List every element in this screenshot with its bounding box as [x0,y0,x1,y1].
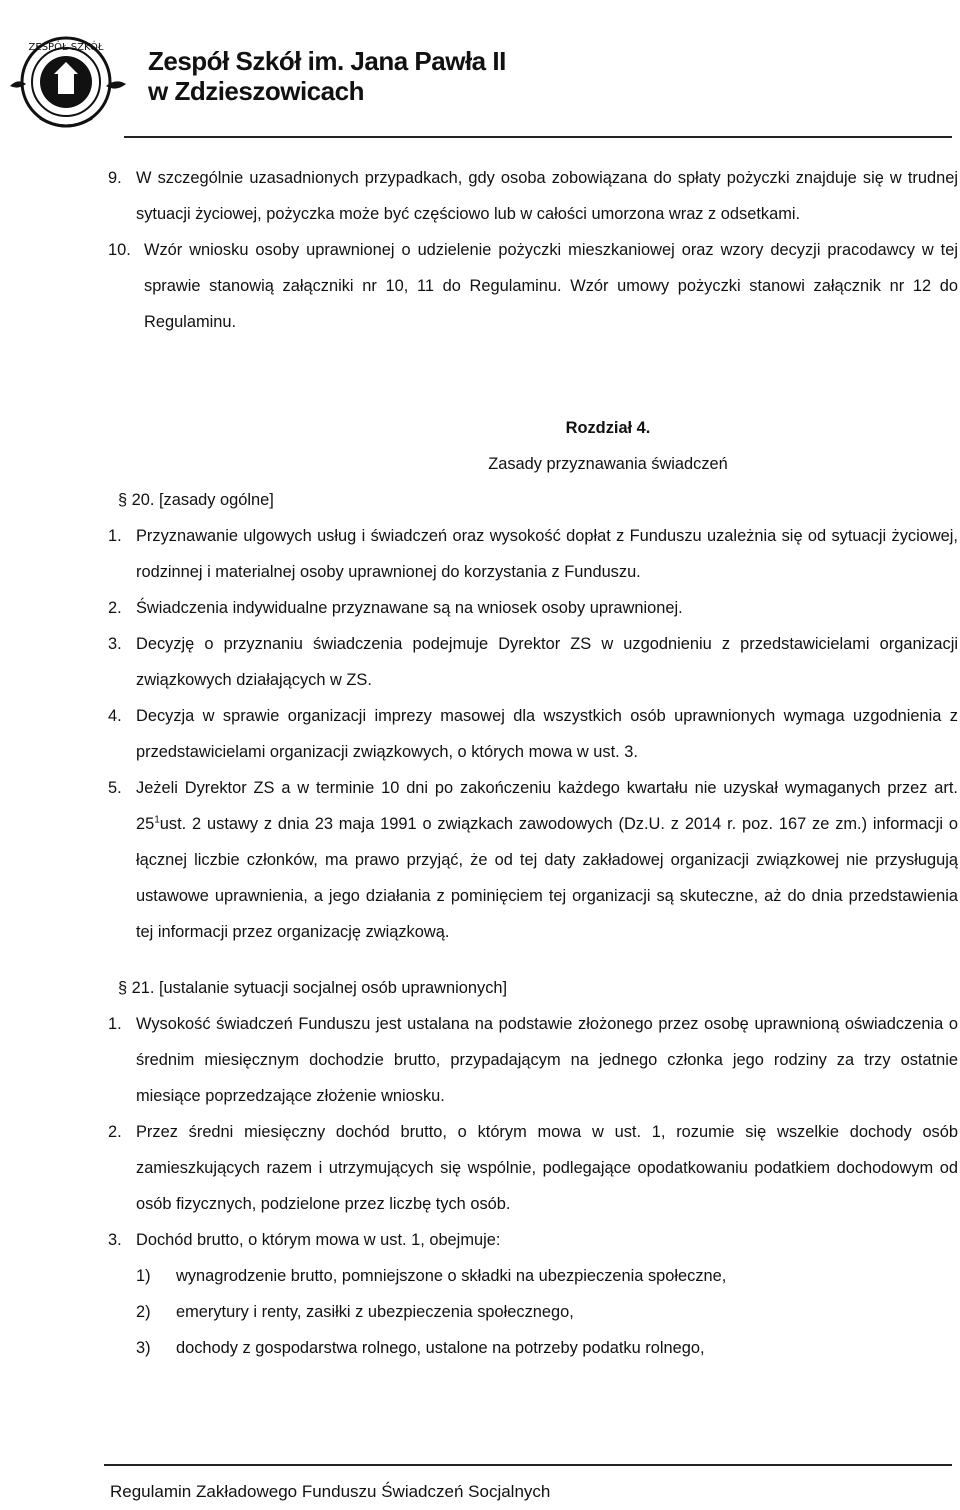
school-logo [4,26,136,136]
page-footer: Regulamin Zakładowego Funduszu Świadczeń Socjalnych [110,1482,551,1501]
header-divider [124,136,952,138]
sub-item-text: wynagrodzenie brutto, pomniejszone o składki na ubezpieczenia społeczne, [176,1267,727,1285]
item-number: 9. [108,169,122,187]
list-item [108,698,958,770]
list-item [108,590,958,626]
sub-list-item [136,1330,958,1366]
school-name [148,46,506,106]
item-number: 1. [108,527,122,545]
item-text: Świadczenia indywidualne przyznawane są na wniosek osoby uprawnionej. [136,599,683,617]
item-number: 10. [108,241,131,259]
school-name-line-2: w Zdzieszowicach [148,76,364,106]
chapter-subtitle: Zasady przyznawania świadczeń [488,455,728,473]
sub-list-item [136,1258,958,1294]
item-text: Wzór wniosku osoby uprawnionej o udzielenie pożyczki mieszkaniowej oraz wzory decyzji pracodawcy w tej sprawie stanowią załączniki nr 10, 11 do Regulaminu. Wzór umowy pożyczki stanowi załącznik nr 12 do Regulaminu. [144,241,958,331]
item-text-part-b: ust. 2 ustawy z dnia 23 maja 1991 o związkach zawodowych (Dz.U. z 2014 r. poz. 167 ze zm.) informacji o łącznej liczbie członków, ma prawo przyjąć, że od tej daty zakładowej organizacji związkowej nie przysługują ustawowe uprawnienia, a jego działania z pominięciem tej organizacji są skuteczne, aż do dnia przedstawienia tej informacji przez organizację związkową. [136,815,958,941]
list-item [108,232,958,340]
sub-item-number: 2) [136,1303,151,1321]
item-text: Przyznawanie ulgowych usług i świadczeń oraz wysokość dopłat z Funduszu uzależnia się od sytuacji życiowej, rodzinnej i materialnej osoby uprawnionej do korzystania z Funduszu. [136,527,958,581]
svg-text:ZESPÓŁ SZKÓŁ: ZESPÓŁ SZKÓŁ [28,42,104,53]
list-item [108,626,958,698]
section-heading-20: § 20. [zasady ogólne] [118,491,274,509]
sub-item-text: emerytury i renty, zasiłki z ubezpieczenia społecznego, [176,1303,574,1321]
spacer [108,340,958,410]
list-item [108,770,958,950]
item-number: 2. [108,1123,122,1141]
list-item [108,160,958,232]
sub-item-number: 1) [136,1267,151,1285]
item-text: Dochód brutto, o którym mowa w ust. 1, obejmuje: [136,1231,501,1249]
item-text-part-a: Jeżeli Dyrektor ZS a w terminie 10 dni po zakończeniu każdego kwartału nie uzyskał wymaganych przez art. 25 [136,779,958,833]
item-text: Wysokość świadczeń Funduszu jest ustalana na podstawie złożonego przez osobę uprawnioną oświadczenia o średnim miesięcznym dochodzie brutto, przypadającym na jednego członka jego rodziny za trzy ostatnie miesiące poprzedzające złożenie wniosku. [136,1015,958,1105]
sub-item-number: 3) [136,1339,151,1357]
footer-divider [104,1464,952,1466]
item-text: Decyzję o przyznaniu świadczenia podejmuje Dyrektor ZS w uzgodnieniu z przedstawicielami organizacji związkowych działających w ZS. [136,635,958,689]
item-number: 4. [108,707,122,725]
page-header [0,0,960,140]
item-number: 5. [108,779,122,797]
chapter-title: Rozdział 4. [565,419,651,437]
item-number: 3. [108,635,122,653]
document-body [108,160,958,1366]
item-text: W szczególnie uzasadnionych przypadkach, gdy osoba zobowiązana do spłaty pożyczki znajduje się w trudnej sytuacji życiowej, pożyczka może być częściowo lub w całości umorzona wraz z odsetkami. [136,169,958,223]
item-number: 3. [108,1231,122,1249]
list-item [108,518,958,590]
section-heading-21: § 21. [ustalanie sytuacji socjalnej osób uprawnionych] [118,979,508,997]
item-number: 2. [108,599,122,617]
school-name-line-1: Zespół Szkół im. Jana Pawła II [148,46,506,76]
item-text: Decyzja w sprawie organizacji imprezy masowej dla wszystkich osób uprawnionych wymaga uzgodnienia z przedstawicielami organizacji związkowych, o których mowa w ust. 3. [136,707,958,761]
item-number: 1. [108,1015,122,1033]
sub-list-item [136,1294,958,1330]
list-item [108,1222,958,1258]
sub-item-text: dochody z gospodarstwa rolnego, ustalone na potrzeby podatku rolnego, [176,1339,705,1357]
list-item [108,1114,958,1222]
list-item [108,1006,958,1114]
spacer [108,950,958,970]
item-text: Przez średni miesięczny dochód brutto, o którym mowa w ust. 1, rozumie się wszelkie dochody osób zamieszkujących razem i utrzymujących się wspólnie, podlegające opodatkowaniu podatkiem dochodowym od osób fizycznych, podzielone przez liczbę tych osób. [136,1123,958,1213]
superscript: 1 [154,814,160,826]
